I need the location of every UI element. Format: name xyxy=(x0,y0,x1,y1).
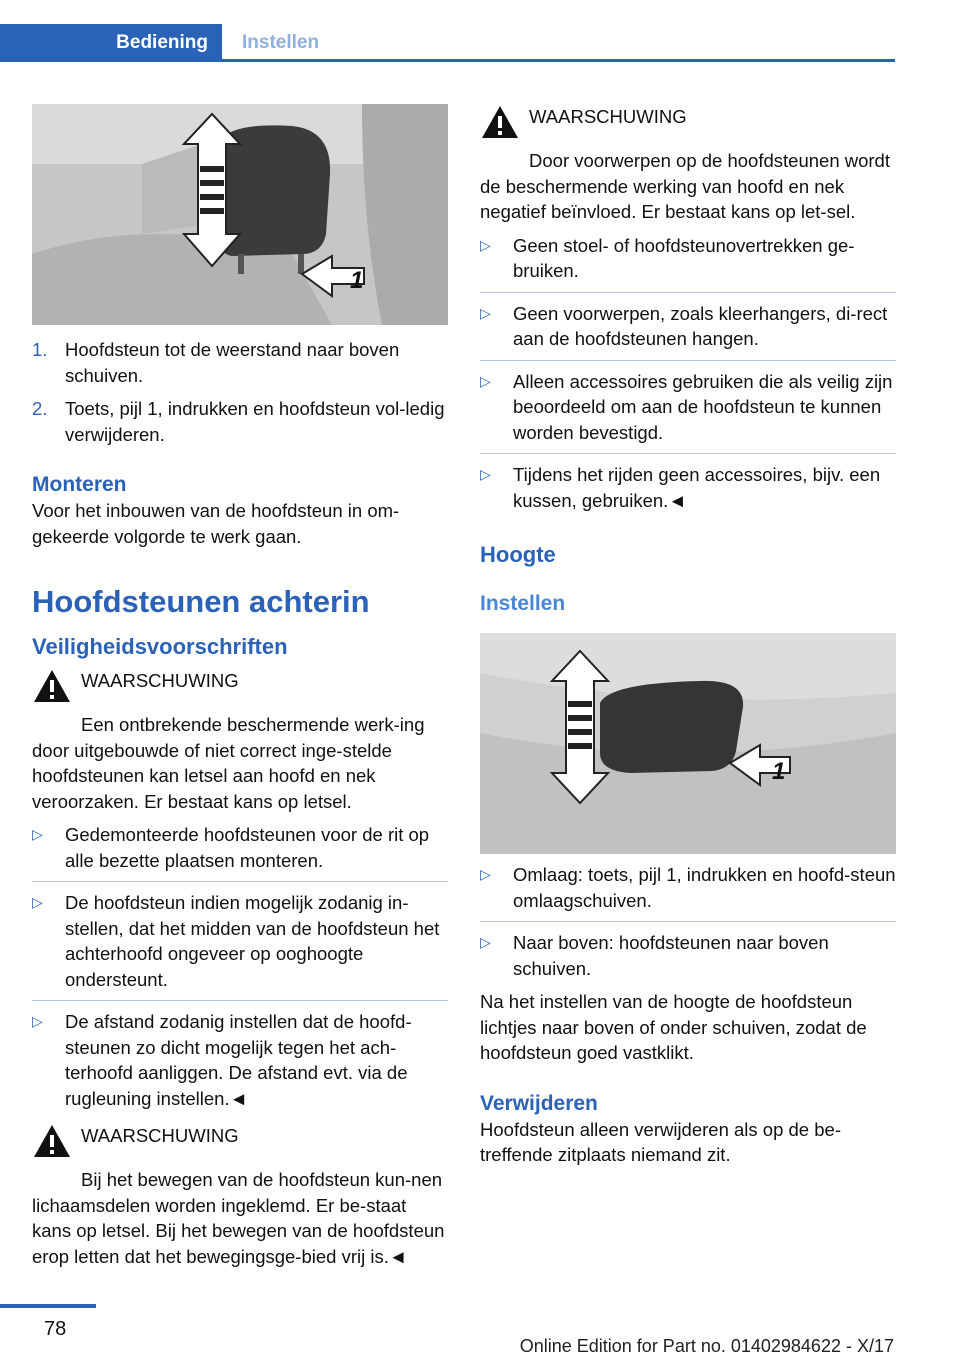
warning-block xyxy=(32,1123,448,1167)
warning-triangle-icon xyxy=(32,668,72,704)
warning-text: Door voorwerpen op de hoofdsteunen wordt de beschermende werking van hoofd en nek negatief beïnvloed. Er bestaat kans op let-sel. xyxy=(480,150,890,222)
photo-arrow-label: 1 xyxy=(772,758,786,785)
left-column xyxy=(32,104,448,1269)
accessory-bullet-list xyxy=(480,233,896,522)
warning-title: WAARSCHUWING xyxy=(529,106,687,127)
warning-block xyxy=(32,668,448,712)
removal-steps xyxy=(32,337,448,447)
bullet-triangle-icon: ▷ xyxy=(32,1013,43,1029)
warning-text: Een ontbrekende beschermende werk-ing door uitgebouwde of niet correct inge-stelde hoofdsteunen kan letsel aan hoofd en nek veroorzaken. Er bestaat kans op letsel. xyxy=(32,714,425,812)
safety-bullet-list xyxy=(32,822,448,1119)
bullet-triangle-icon: ▷ xyxy=(480,934,491,950)
safety-heading: Veiligheidsvoorschriften xyxy=(32,634,288,659)
warning-title: WAARSCHUWING xyxy=(81,670,239,691)
bullet-text: De afstand zodanig instellen dat de hoofd-steunen zo dicht mogelijk tegen het ach-terhoofd aanliggen. De afstand evt. via de rugleuning instellen.◄ xyxy=(65,1011,412,1109)
bullet-text: Tijdens het rijden geen accessoires, bijv. een kussen, gebruiken.◄ xyxy=(513,464,881,511)
bullet-text: Geen stoel- of hoofdsteunovertrekken ge-bruiken. xyxy=(513,234,855,281)
bullet-triangle-icon: ▷ xyxy=(32,894,43,910)
step-item xyxy=(32,337,448,388)
monteren-heading: Monteren xyxy=(32,473,127,496)
bullet-triangle-icon: ▷ xyxy=(32,826,43,842)
hoogte-heading: Hoogte xyxy=(480,542,556,567)
section-title: Hoofdsteunen achterin xyxy=(32,584,370,619)
bullet-item xyxy=(480,462,896,521)
headrest-removal-photo xyxy=(32,104,448,325)
monteren-text: Voor het inbouwen van de hoofdsteun in om-gekeerde volgorde te werk gaan. xyxy=(32,500,400,547)
instellen-heading: Instellen xyxy=(480,592,566,615)
bullet-triangle-icon: ▷ xyxy=(480,866,491,882)
tab-bediening[interactable]: Bediening xyxy=(0,24,222,62)
warning-block xyxy=(480,104,896,148)
warning-text: Bij het bewegen van de hoofdsteun kun-nen lichaamsdelen worden ingeklemd. Er be-staat kans op letsel. Bij het bewegen van de hoofdsteun erop letten dat het bewegingsge-bied vrij is.◄ xyxy=(32,1169,445,1267)
bullet-triangle-icon: ▷ xyxy=(480,466,491,482)
bullet-item xyxy=(480,930,896,989)
verwijderen-text: Hoofdsteun alleen verwijderen als op de be-treffende zitplaats niemand zit. xyxy=(480,1118,841,1165)
bullet-text: Gedemonteerde hoofdsteunen voor de rit op alle bezette plaatsen monteren. xyxy=(65,824,430,871)
bullet-item xyxy=(480,233,896,293)
bullet-text: Naar boven: hoofdsteunen naar boven schuiven. xyxy=(513,932,829,979)
edition-text: Online Edition for Part no. 01402984622 - X/17 xyxy=(519,1336,894,1356)
bullet-triangle-icon: ▷ xyxy=(480,372,491,389)
bullet-item xyxy=(32,1009,448,1119)
verwijderen-heading: Verwijderen xyxy=(480,1091,598,1115)
adjust-text: Na het instellen van de hoogte de hoofdsteun lichtjes naar boven of onder schuiven, zodat de hoofdsteun goed vastklikt. xyxy=(480,991,867,1063)
bullet-item xyxy=(32,822,448,882)
bullet-text: De hoofdsteun indien mogelijk zodanig in-stellen, dat het midden van de hoofdsteun het achterhoofd ongeveer op ooghoogte ondersteunt. xyxy=(65,892,440,990)
height-bullet-list xyxy=(480,862,896,989)
bullet-item xyxy=(480,369,896,455)
bullet-text: Omlaag: toets, pijl 1, indrukken en hoofd-steun omlaagschuiven. xyxy=(513,864,896,911)
step-text: Toets, pijl 1, indrukken en hoofdsteun vol-ledig verwijderen. xyxy=(65,398,445,445)
footer-rule xyxy=(0,1304,96,1308)
step-item xyxy=(32,396,448,447)
right-column xyxy=(480,104,896,1168)
header-rule xyxy=(0,59,895,62)
bullet-text: Alleen accessoires gebruiken die als veilig zijn beoordeeld om aan de hoofdsteun te kunnen worden bevestigd. xyxy=(513,370,893,443)
bullet-item xyxy=(480,301,896,361)
photo-arrow-label: 1 xyxy=(350,267,364,294)
warning-triangle-icon xyxy=(32,1123,72,1159)
bullet-item xyxy=(480,862,896,922)
bullet-text: Geen voorwerpen, zoals kleerhangers, di-rect aan de hoofdsteunen hangen. xyxy=(513,302,888,349)
warning-title: WAARSCHUWING xyxy=(81,1125,239,1146)
page-number: 78 xyxy=(44,1318,67,1340)
bullet-triangle-icon: ▷ xyxy=(480,304,491,321)
bullet-triangle-icon: ▷ xyxy=(480,236,491,253)
step-number: 1. xyxy=(32,339,48,360)
headrest-height-photo xyxy=(480,633,896,854)
warning-triangle-icon xyxy=(480,104,520,140)
step-number: 2. xyxy=(32,398,48,419)
bullet-item xyxy=(32,890,448,1001)
header-tabbar xyxy=(0,24,895,62)
tab-instellen[interactable]: Instellen xyxy=(242,32,320,53)
step-text: Hoofdsteun tot de weerstand naar boven schuiven. xyxy=(65,339,400,386)
